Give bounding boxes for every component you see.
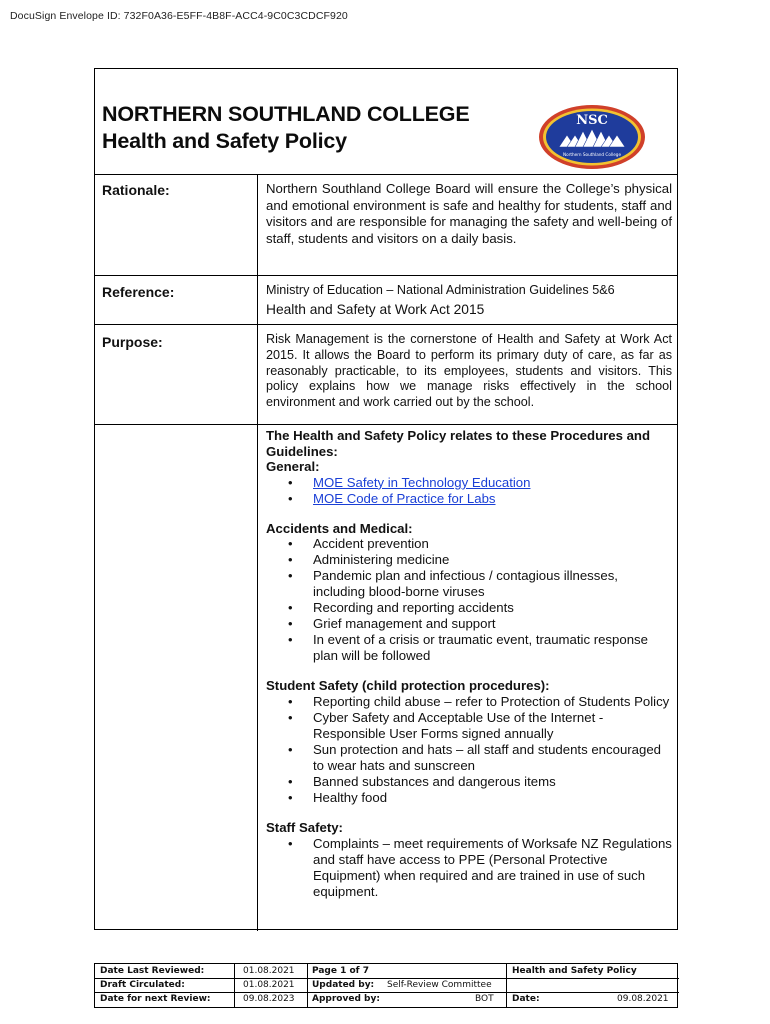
list-item: • Administering medicine bbox=[266, 552, 672, 568]
reference-line1: Ministry of Education – National Administration Guidelines 5&6 bbox=[266, 283, 615, 297]
list-item: • Cyber Safety and Acceptable Use of the Internet - Responsible User Forms signed annually bbox=[266, 710, 672, 742]
moe-safety-technology-link[interactable]: MOE Safety in Technology Education bbox=[313, 474, 531, 490]
column-divider bbox=[257, 174, 258, 931]
list-item: • Sun protection and hats – all staff and students encouraged to wear hats and sunscreen bbox=[266, 742, 672, 774]
page-number: Page 1 of 7 bbox=[312, 966, 369, 976]
purpose-label: Purpose: bbox=[102, 334, 163, 350]
student-safety-list bbox=[266, 694, 672, 806]
staff-safety-list bbox=[266, 836, 672, 900]
date-last-reviewed-label: Date Last Reviewed: bbox=[100, 966, 205, 976]
list-item: • Healthy food bbox=[266, 790, 672, 806]
accidents-title: Accidents and Medical: bbox=[266, 520, 413, 536]
row-divider bbox=[95, 324, 677, 325]
rationale-paragraph: Northern Southland College Board will ensure the College’s physical and emotional environment is safe and healthy for students, staff and visitors and are responsible for managing the safety and well-being of staff, students and visitors on a daily basis. bbox=[266, 181, 672, 246]
purpose-text bbox=[266, 332, 672, 411]
policy-title: Health and Safety Policy bbox=[102, 129, 347, 153]
logo-initials: NSC bbox=[576, 113, 608, 128]
footer-date-value: 09.08.2021 bbox=[617, 994, 669, 1004]
document-footer bbox=[94, 963, 678, 1008]
list-item: • Pandemic plan and infectious / contagious illnesses, including blood-borne viruses bbox=[266, 568, 672, 600]
list-item: • Complaints – meet requirements of Worksafe NZ Regulations and staff have access to PPE (Personal Protective Equipment) when required and are trained in use of such equipment. bbox=[266, 836, 672, 900]
list-item[interactable] bbox=[266, 491, 672, 507]
footer-row-divider bbox=[95, 992, 679, 993]
list-item[interactable] bbox=[266, 475, 672, 491]
reference-text bbox=[266, 283, 672, 318]
list-item: • Accident prevention bbox=[266, 536, 672, 552]
list-item: • Grief management and support bbox=[266, 616, 672, 632]
draft-circulated-label: Draft Circulated: bbox=[100, 980, 185, 990]
list-item: • In event of a crisis or traumatic event, traumatic response plan will be followed bbox=[266, 632, 672, 664]
title-block bbox=[102, 101, 469, 155]
staff-safety-title: Staff Safety: bbox=[266, 819, 343, 835]
reference-label: Reference: bbox=[102, 284, 175, 300]
updated-by-label: Updated by: bbox=[312, 980, 375, 990]
footer-policy-name: Health and Safety Policy bbox=[512, 966, 637, 976]
rationale-text bbox=[266, 181, 672, 247]
list-item: • Reporting child abuse – refer to Protection of Students Policy bbox=[266, 694, 672, 710]
next-review-label: Date for next Review: bbox=[100, 994, 211, 1004]
moe-code-practice-labs-link[interactable]: MOE Code of Practice for Labs bbox=[313, 490, 496, 506]
purpose-paragraph: Risk Management is the cornerstone of Health and Safety at Work Act 2015. It allows the Board to perform its primary duty of care, as far as reasonably practicable, to its employees, students and visitors. This policy explains how we manage risks effectively in the school environment and work carried out by the school. bbox=[266, 332, 672, 410]
approved-by-label: Approved by: bbox=[312, 994, 380, 1004]
docusign-envelope-id: DocuSign Envelope ID: 732F0A36-E5FF-4B8F-ACC4-9C0C3CDCF920 bbox=[10, 10, 348, 22]
accidents-list bbox=[266, 536, 672, 664]
next-review-value: 09.08.2023 bbox=[243, 994, 295, 1004]
date-last-reviewed-value: 01.08.2021 bbox=[243, 966, 295, 976]
college-name: NORTHERN SOUTHLAND COLLEGE bbox=[102, 102, 470, 126]
updated-by-value: Self-Review Committee bbox=[387, 980, 492, 990]
student-safety-title: Student Safety (child protection procedures): bbox=[266, 678, 550, 694]
document-header bbox=[95, 69, 677, 175]
procedures-section bbox=[266, 428, 672, 900]
logo-caption: Northern Southland College bbox=[562, 152, 622, 157]
footer-date-label: Date: bbox=[512, 994, 540, 1004]
rationale-label: Rationale: bbox=[102, 182, 170, 198]
policy-table bbox=[94, 68, 678, 930]
row-divider bbox=[95, 275, 677, 276]
general-title: General: bbox=[266, 459, 320, 475]
row-divider bbox=[95, 424, 677, 425]
procedures-intro: The Health and Safety Policy relates to these Procedures and Guidelines: bbox=[266, 428, 651, 459]
list-item: • Banned substances and dangerous items bbox=[266, 774, 672, 790]
footer-col-divider bbox=[234, 964, 235, 1007]
approved-by-value: BOT bbox=[475, 994, 494, 1004]
college-logo bbox=[537, 103, 647, 171]
reference-line2: Health and Safety at Work Act 2015 bbox=[266, 301, 485, 317]
general-list bbox=[266, 475, 672, 507]
footer-col-divider bbox=[506, 964, 507, 1007]
list-item: • Recording and reporting accidents bbox=[266, 600, 672, 616]
footer-row-divider bbox=[95, 978, 679, 979]
draft-circulated-value: 01.08.2021 bbox=[243, 980, 295, 990]
footer-col-divider bbox=[307, 964, 308, 1007]
